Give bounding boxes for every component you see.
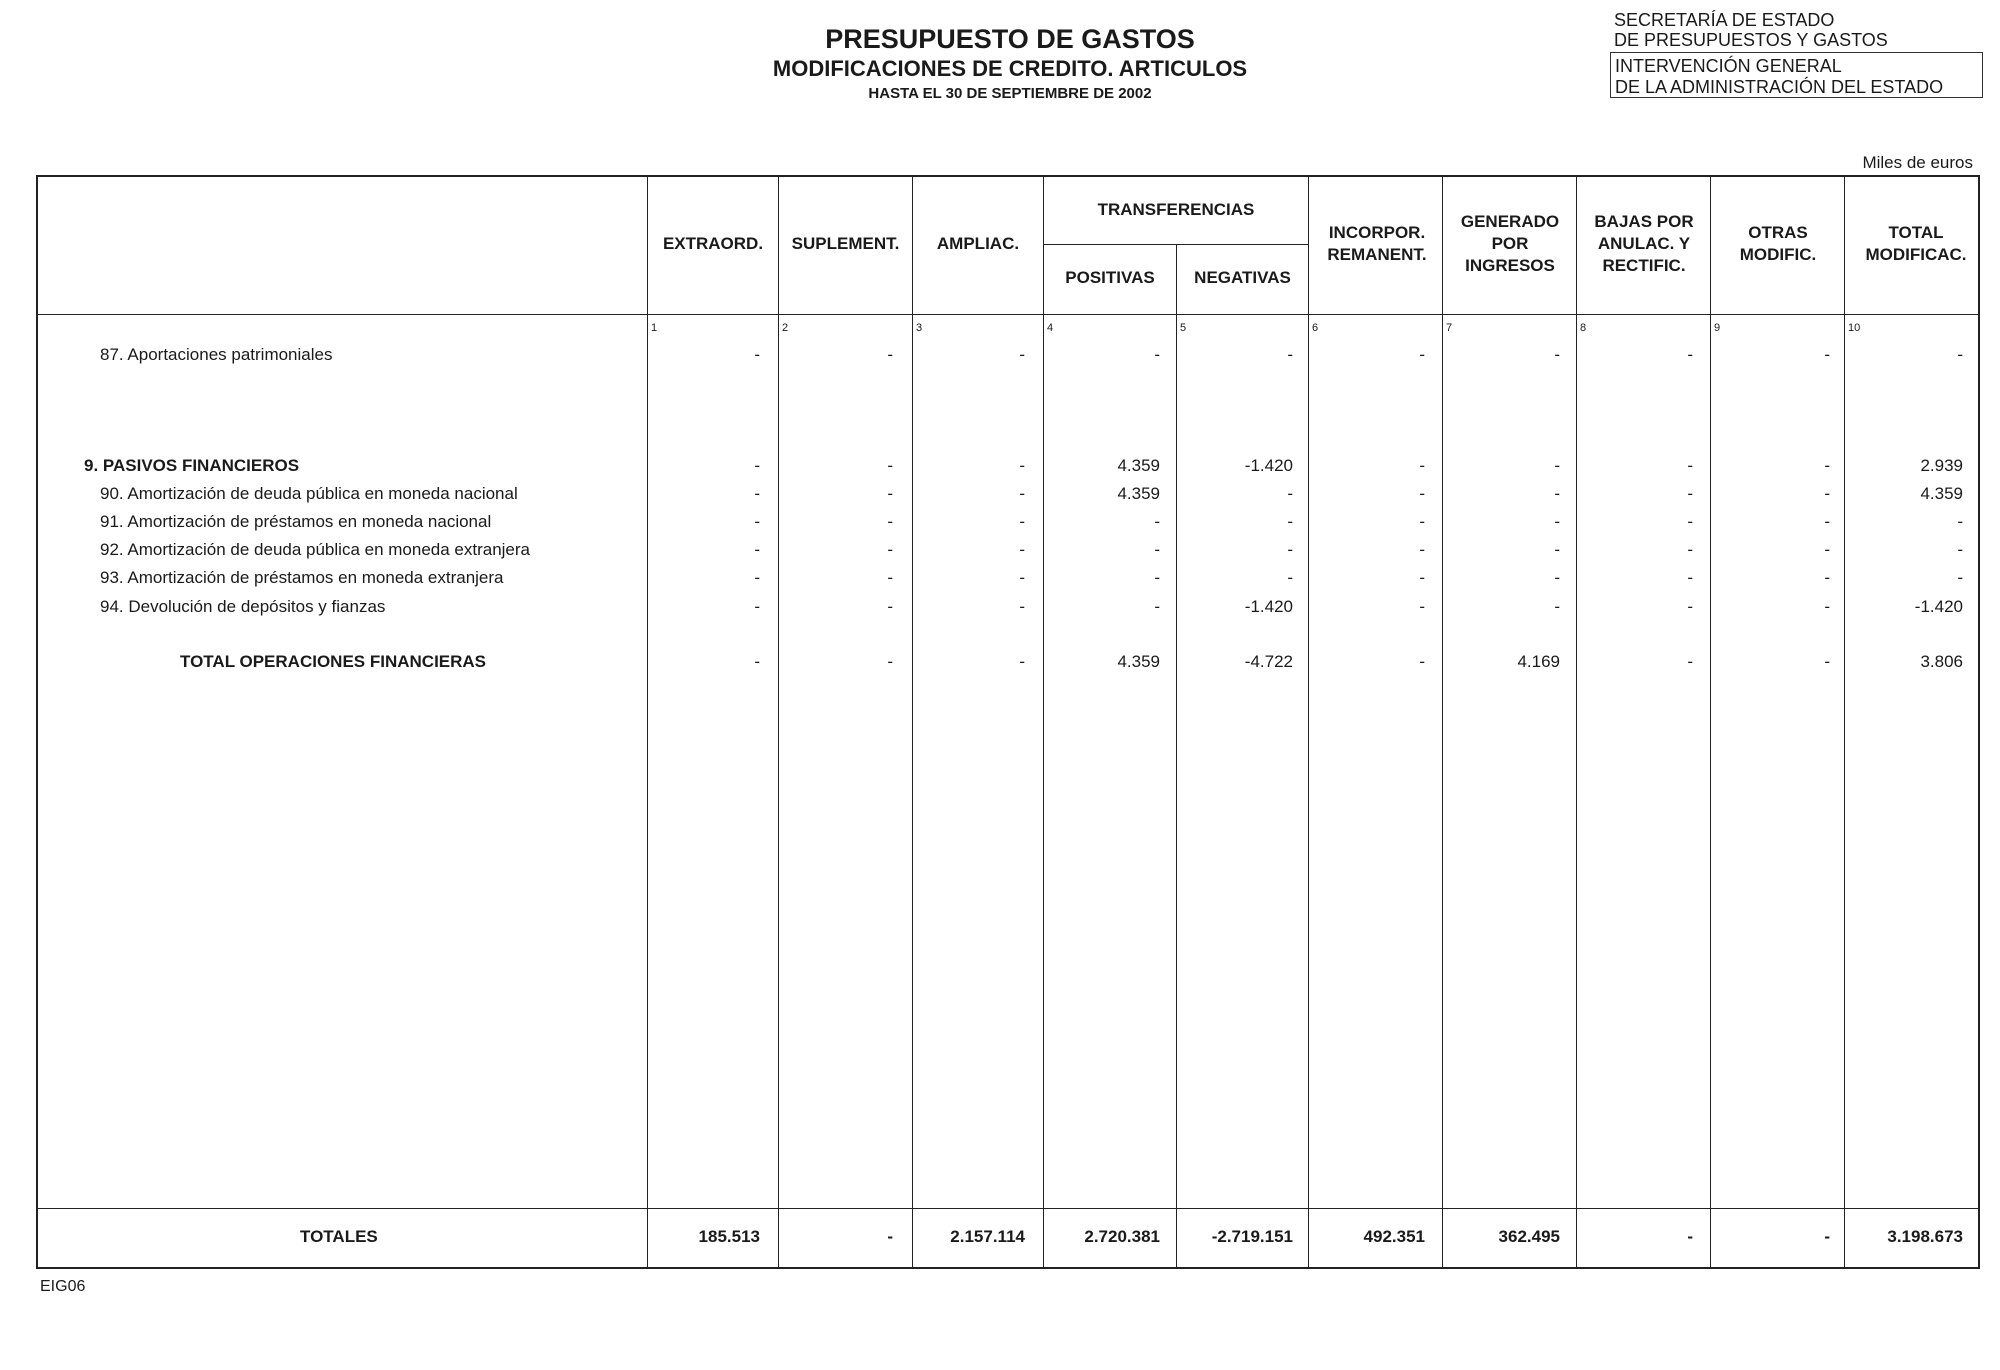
- table-cell: -: [1554, 568, 1560, 587]
- col-header-negativas: NEGATIVAS: [1194, 268, 1291, 287]
- row-label-9: 9. PASIVOS FINANCIEROS: [84, 456, 300, 475]
- table-cell: -: [1687, 652, 1693, 671]
- table-cell: -: [1419, 652, 1425, 671]
- totals-cell: 185.513: [698, 1227, 760, 1246]
- header-divider: [36, 314, 1980, 315]
- table-cell: -: [754, 456, 760, 475]
- table-cell: -: [1154, 568, 1160, 587]
- col-divider: [1844, 175, 1845, 1269]
- table-cell: -: [1824, 597, 1830, 616]
- col-number: 5: [1180, 322, 1187, 334]
- col-header-bajas: BAJAS POR ANULAC. Y RECTIFIC.: [1594, 212, 1694, 275]
- table-cell: -: [1957, 512, 1963, 531]
- row-label-total-operaciones: TOTAL OPERACIONES FINANCIERAS: [180, 652, 487, 671]
- table-cell: 3.806: [1920, 652, 1963, 671]
- table-cell: -: [1687, 484, 1693, 503]
- col-divider: [1576, 175, 1577, 1269]
- table-cell: 4.169: [1517, 652, 1560, 671]
- table-cell: -: [1287, 484, 1293, 503]
- table-cell: -: [1419, 540, 1425, 559]
- table-cell: -: [1287, 568, 1293, 587]
- table-cell: -: [754, 512, 760, 531]
- row-label-94: 94. Devolución de depósitos y fianzas: [100, 597, 386, 616]
- org-line-2: DE PRESUPUESTOS Y GASTOS: [1614, 30, 1888, 50]
- table-cell: -: [1824, 345, 1830, 364]
- table-cell: 4.359: [1117, 652, 1160, 671]
- row-label-91: 91. Amortización de préstamos en moneda nacional: [100, 512, 492, 531]
- col-number: 10: [1848, 322, 1861, 334]
- col-divider: [1308, 175, 1309, 1269]
- table-cell: -: [887, 652, 893, 671]
- table-cell: -: [1554, 597, 1560, 616]
- col-number: 8: [1580, 322, 1587, 334]
- table-cell: -: [887, 568, 893, 587]
- table-cell: 4.359: [1117, 484, 1160, 503]
- row-label-87: 87. Aportaciones patrimoniales: [100, 345, 333, 364]
- col-number: 6: [1312, 322, 1319, 334]
- table-cell: -: [1687, 512, 1693, 531]
- table-cell: -: [1824, 652, 1830, 671]
- col-number: 3: [916, 322, 923, 334]
- totals-cell: -: [1824, 1227, 1830, 1246]
- table-cell: 4.359: [1920, 484, 1963, 503]
- table-cell: -4.722: [1244, 652, 1293, 671]
- table-cell: -: [1554, 540, 1560, 559]
- table-cell: -: [887, 484, 893, 503]
- row-label-90: 90. Amortización de deuda pública en moneda nacional: [100, 484, 518, 503]
- table-cell: -: [1687, 345, 1693, 364]
- org-block-intervencion: [1610, 52, 1983, 98]
- totals-cell: 2.157.114: [950, 1227, 1025, 1246]
- row-label-93: 93. Amortización de préstamos en moneda extranjera: [100, 568, 504, 587]
- table-cell: -: [1419, 597, 1425, 616]
- table-cell: -: [1154, 512, 1160, 531]
- col-divider: [1176, 244, 1177, 1269]
- table-cell: -: [1687, 456, 1693, 475]
- col-number: 1: [651, 322, 658, 334]
- page-title: PRESUPUESTO DE GASTOS: [825, 24, 1195, 54]
- table-cell: -: [1554, 484, 1560, 503]
- table-cell: -: [1419, 484, 1425, 503]
- table-cell: -: [1419, 512, 1425, 531]
- table-cell: -1.420: [1244, 597, 1293, 616]
- table-cell: -: [1957, 345, 1963, 364]
- totals-cell: 3.198.673: [1887, 1227, 1963, 1246]
- col-header-positivas: POSITIVAS: [1065, 268, 1155, 287]
- table-cell: -: [887, 540, 893, 559]
- col-number: 9: [1714, 322, 1721, 334]
- table-cell: -: [754, 484, 760, 503]
- table-cell: -: [754, 597, 760, 616]
- org-line-1: SECRETARÍA DE ESTADO: [1614, 10, 1835, 30]
- table-cell: -: [1419, 568, 1425, 587]
- table-cell: -: [887, 512, 893, 531]
- col-divider: [647, 175, 648, 1269]
- org-block-secretaria: [1614, 10, 1888, 50]
- table-cell: -: [754, 540, 760, 559]
- col-header-ampliac: AMPLIAC.: [936, 234, 1020, 253]
- table-cell: -: [754, 345, 760, 364]
- col-divider: [1442, 175, 1443, 1269]
- table-cell: -: [1687, 597, 1693, 616]
- col-header-extraord: EXTRAORD.: [662, 234, 764, 253]
- col-divider: [912, 175, 913, 1269]
- totals-cell: -: [887, 1227, 893, 1246]
- table-cell: -: [1554, 512, 1560, 531]
- col-header-transferencias: TRANSFERENCIAS: [1097, 200, 1255, 219]
- table-cell: -: [1154, 345, 1160, 364]
- table-cell: -1.420: [1244, 456, 1293, 475]
- table-cell: -: [1019, 484, 1025, 503]
- table-cell: -: [887, 597, 893, 616]
- table-cell: -: [1554, 345, 1560, 364]
- table-cell: -: [1554, 456, 1560, 475]
- table-cell: -: [1824, 456, 1830, 475]
- table-cell: -: [1824, 568, 1830, 587]
- table-cell: -: [1019, 456, 1025, 475]
- org-line-3: INTERVENCIÓN GENERAL: [1615, 56, 1842, 76]
- col-header-otras: OTRAS MODIFIC.: [1739, 223, 1817, 264]
- table-frame: [36, 175, 1980, 1269]
- table-cell: -: [754, 652, 760, 671]
- col-number: 2: [782, 322, 789, 334]
- table-cell: -: [1154, 540, 1160, 559]
- col-header-incorpor: INCORPOR. REMANENT.: [1327, 223, 1427, 264]
- units-label: Miles de euros: [1862, 153, 1973, 172]
- table-cell: -: [1957, 568, 1963, 587]
- table-cell: -: [1687, 540, 1693, 559]
- col-divider: [1710, 175, 1711, 1269]
- table-cell: -: [1824, 540, 1830, 559]
- table-cell: -1.420: [1914, 597, 1963, 616]
- col-divider: [1043, 175, 1044, 1269]
- table-cell: -: [887, 345, 893, 364]
- page-subtitle: MODIFICACIONES DE CREDITO. ARTICULOS: [772, 56, 1248, 81]
- table-cell: -: [1154, 597, 1160, 616]
- table-cell: -: [1019, 568, 1025, 587]
- totals-cell: -2.719.151: [1211, 1227, 1293, 1246]
- page-date: HASTA EL 30 DE SEPTIEMBRE DE 2002: [868, 85, 1152, 102]
- table-cell: -: [1957, 540, 1963, 559]
- col-divider: [778, 175, 779, 1269]
- table-cell: -: [1287, 345, 1293, 364]
- transfer-divider: [1043, 244, 1308, 245]
- row-label-92: 92. Amortización de deuda pública en moneda extranjera: [100, 540, 531, 559]
- table-cell: -: [754, 568, 760, 587]
- table-cell: -: [887, 456, 893, 475]
- table-cell: -: [1287, 512, 1293, 531]
- table-cell: -: [1687, 568, 1693, 587]
- col-number: 4: [1047, 322, 1054, 334]
- table-cell: -: [1287, 540, 1293, 559]
- totals-cell: 492.351: [1363, 1227, 1425, 1246]
- col-header-total: TOTAL MODIFICAC.: [1865, 223, 1967, 264]
- table-cell: -: [1019, 597, 1025, 616]
- table-cell: -: [1019, 652, 1025, 671]
- org-line-4: DE LA ADMINISTRACIÓN DEL ESTADO: [1615, 77, 1944, 97]
- totals-cell: -: [1687, 1227, 1693, 1246]
- footer-code: EIG06: [40, 1278, 86, 1295]
- row-label-totales: TOTALES: [300, 1227, 378, 1246]
- table-cell: -: [1019, 540, 1025, 559]
- totals-cell: 2.720.381: [1084, 1227, 1160, 1246]
- col-header-suplement: SUPLEMENT.: [791, 234, 900, 253]
- table-cell: 2.939: [1920, 456, 1963, 475]
- table-cell: -: [1824, 512, 1830, 531]
- table-cell: -: [1824, 484, 1830, 503]
- table-cell: 4.359: [1117, 456, 1160, 475]
- table-cell: -: [1419, 345, 1425, 364]
- table-cell: -: [1019, 512, 1025, 531]
- table-cell: -: [1019, 345, 1025, 364]
- col-number: 7: [1446, 322, 1453, 334]
- totals-cell: 362.495: [1498, 1227, 1560, 1246]
- col-header-generado: GENERADO POR INGRESOS: [1460, 212, 1560, 275]
- totals-divider: [36, 1208, 1980, 1209]
- table-cell: -: [1419, 456, 1425, 475]
